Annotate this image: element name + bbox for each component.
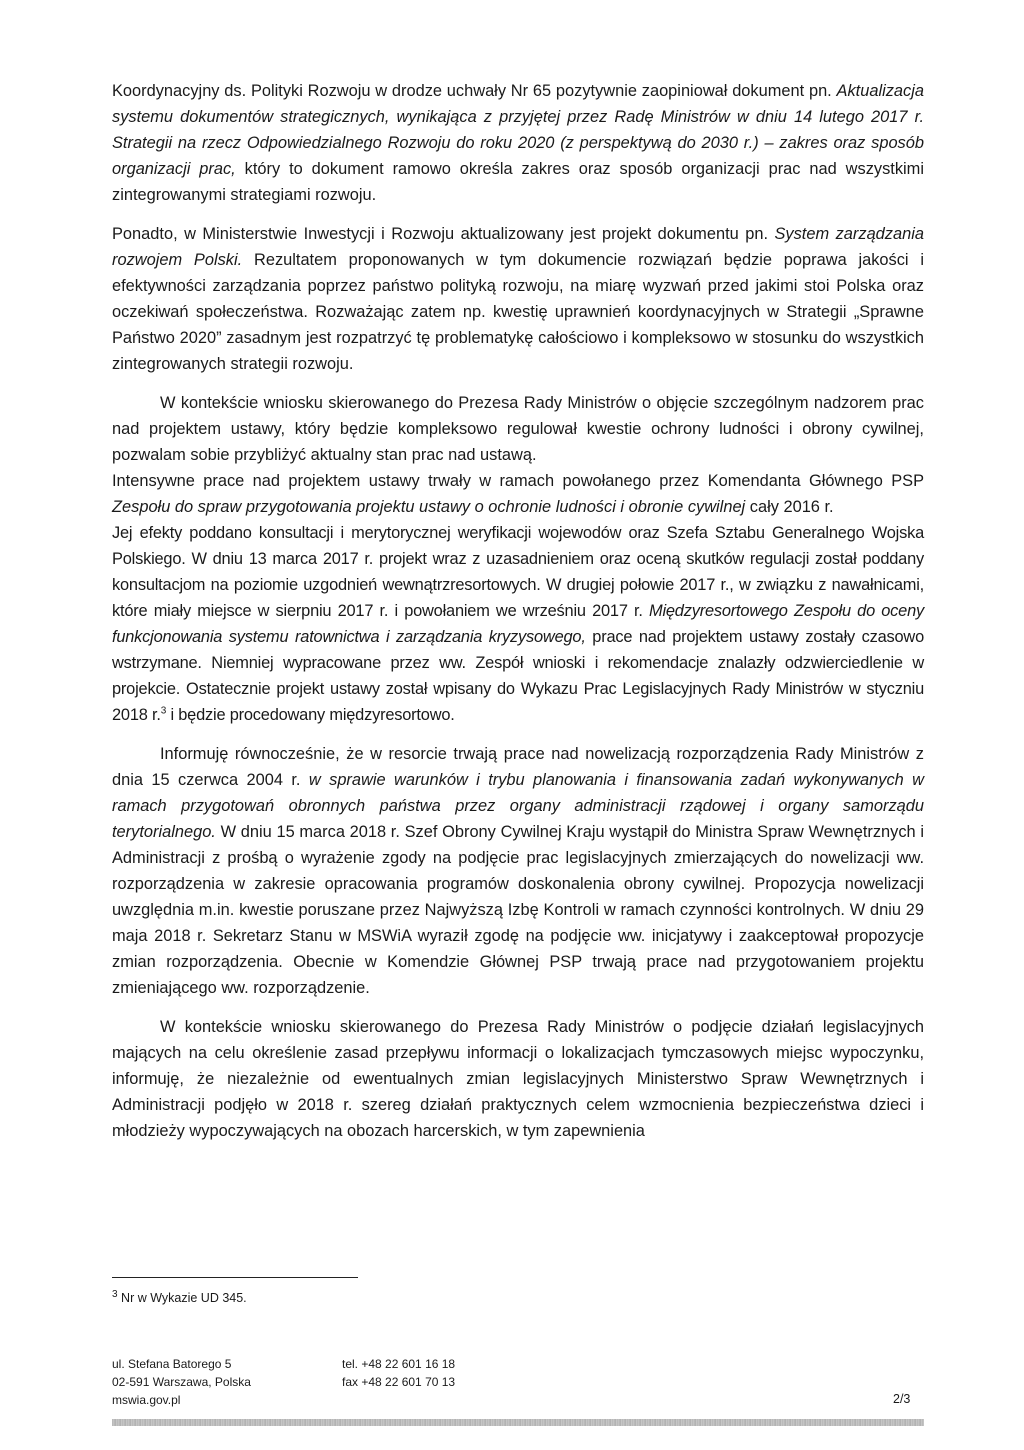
text-run: który to dokument ramowo określa zakres oraz sposób organizacji prac nad wszystkimi zintegrowanymi strategiami rozwoju. (112, 160, 924, 204)
text-run: Jej efekty poddano konsultacji i merytorycznej weryfikacji wojewodów oraz Szefa Sztabu Generalnego Wojska Polskiego. W dniu 13 marca 2017 r. projekt wraz z uzasadnieniem oraz oceną skutków regulacji został poddany konsultacjom na poziomie uzgodnień wewnątrzresortowych. W drugiej połowie 2017 r., w związku z nawałnicami, które miały miejsce w sierpniu 2017 r. i powołaniem we wrześniu 2017 r. (112, 524, 924, 620)
text-run: i będzie procedowany międzyresortowo. (166, 706, 455, 724)
body-paragraph (112, 741, 924, 1001)
text-run: W kontekście wniosku skierowanego do Prezesa Rady Ministrów o podjęcie działań legislacyjnych mających na celu określenie zasad przepływu informacji o lokalizacjach tymczasowych miejsc wypoczynku, informuję, że niezależnie od ewentualnych zmian legislacyjnych Ministerstwo Spraw Wewnętrznych i Administracji podjęło w 2018 r. szereg działań praktycznych celem wzmocnienia bezpieczeństwa dzieci i młodzieży wypoczywających na obozach harcerskich, w tym zapewnienia (112, 1018, 924, 1140)
footnote (112, 1290, 247, 1306)
body-paragraph (112, 468, 924, 520)
text-run: cały 2016 r. (745, 498, 834, 516)
body-paragraph (112, 1014, 924, 1144)
footer-website: mswia.gov.pl (112, 1393, 181, 1407)
italic-text-run: Zespołu do spraw przygotowania projektu ustawy o ochronie ludności i obronie cywilnej (112, 498, 746, 516)
footnote-separator (112, 1277, 358, 1278)
text-run: Rezultatem proponowanych w tym dokumencie rozwiązań będzie poprawa jakości i efektywności zarządzania poprzez państwo polityką rozwoju, na miarę wyzwań przed jakimi stoi Polska oraz oczekiwań społeczeństwa. Rozważając zatem np. kwestię uprawnień koordynacyjnych w Strategii „Sprawne Państwo 2020” zasadnym jest rozpatrzyć tę problematykę całościowo i kompleksowo w stosunku do wszystkich zintegrowanych strategii rozwoju. (112, 251, 924, 373)
body-paragraph (112, 221, 924, 377)
italic-text-run: System zarządzania rozwojem Polski. (112, 225, 924, 269)
italic-text-run: Aktualizacja systemu dokumentów strategicznych, wynikająca z przyjętej przez Radę Ministrów w dniu 14 lutego 2017 r. Strategii na rzecz Odpowiedzialnego Rozwoju do roku 2020 (z perspektywą do 2030 r.) – zakres oraz sposób organizacji prac, (112, 82, 924, 178)
italic-text-run: Międzyresortowego Zespołu do oceny funkcjonowania systemu ratownictwa i zarządzania kryzysowego, (112, 602, 924, 646)
footnote-text: Nr w Wykazie UD 345. (117, 1291, 247, 1305)
footer-fax: fax +48 22 601 70 13 (342, 1375, 456, 1389)
body-paragraph (112, 390, 924, 468)
text-run: Ponadto, w Ministerstwie Inwestycji i Rozwoju aktualizowany jest projekt dokumentu pn. (112, 225, 775, 243)
text-run: Intensywne prace nad projektem ustawy trwały w ramach powołanego przez Komendanta Głównego PSP (112, 472, 924, 490)
body-paragraph (112, 520, 924, 728)
text-run: W kontekście wniosku skierowanego do Prezesa Rady Ministrów o objęcie szczególnym nadzorem prac nad projektem ustawy, który będzie kompleksowo regulował kwestie ochrony ludności i obrony cywilnej, pozwalam sobie przybliżyć aktualny stan prac nad ustawą. (112, 394, 924, 464)
footnote-reference: 3 (160, 705, 167, 717)
footer-street: ul. Stefana Batorego 5 (112, 1357, 232, 1371)
footer-city: 02-591 Warszawa, Polska (112, 1375, 251, 1389)
footer-contact (342, 1355, 455, 1391)
text-run: Koordynacyjny ds. Polityki Rozwoju w drodze uchwały Nr 65 pozytywnie zaopiniował dokument pn. (112, 82, 837, 100)
footnote-marker: 3 (112, 1288, 118, 1300)
footer-phone: tel. +48 22 601 16 18 (342, 1357, 456, 1371)
text-run: prace nad projektem ustawy zostały czasowo wstrzymane. Niemniej wypracowane przez ww. Zespół wnioski i rekomendacje znalazły odzwierciedlenie w projekcie. Ostatecznie projekt ustawy został wpisany do Wykazu Prac Legislacyjnych Rady Ministrów w styczniu 2018 r. (112, 628, 924, 724)
text-run: Informuję równocześnie, że w resorcie trwają prace nad nowelizacją rozporządzenia Rady Ministrów z dnia 15 czerwca 2004 r. (112, 745, 924, 789)
footer-decorative-band (112, 1419, 924, 1426)
body-paragraph (112, 78, 924, 208)
italic-text-run: w sprawie warunków i trybu planowania i finansowania zadań wykonywanych w ramach przygotowań obronnych państwa przez organy administracji rządowej i organy samorządu terytorialnego. (112, 771, 925, 841)
page-number: 2/3 (893, 1392, 911, 1406)
footer-address (112, 1355, 251, 1409)
text-run: W dniu 15 marca 2018 r. Szef Obrony Cywilnej Kraju wystąpił do Ministra Spraw Wewnętrznych i Administracji z prośbą o wyrażenie zgody na podjęcie prac legislacyjnych zmierzających do nowelizacji ww. rozporządzenia w zakresie opracowania programów doskonalenia obrony cywilnej. Propozycja nowelizacji uwzględnia m.in. kwestie poruszane przez Najwyższą Izbę Kontroli w ramach czynności kontrolnych. W dniu 29 maja 2018 r. Sekretarz Stanu w MSWiA wyraził zgodę na podjęcie ww. inicjatywy i zaakceptował propozycje zmian rozporządzenia. Obecnie w Komendzie Głównej PSP trwają prace nad przygotowaniem projektu zmieniającego ww. rozporządzenie. (112, 823, 924, 997)
letter-body (112, 78, 924, 1157)
